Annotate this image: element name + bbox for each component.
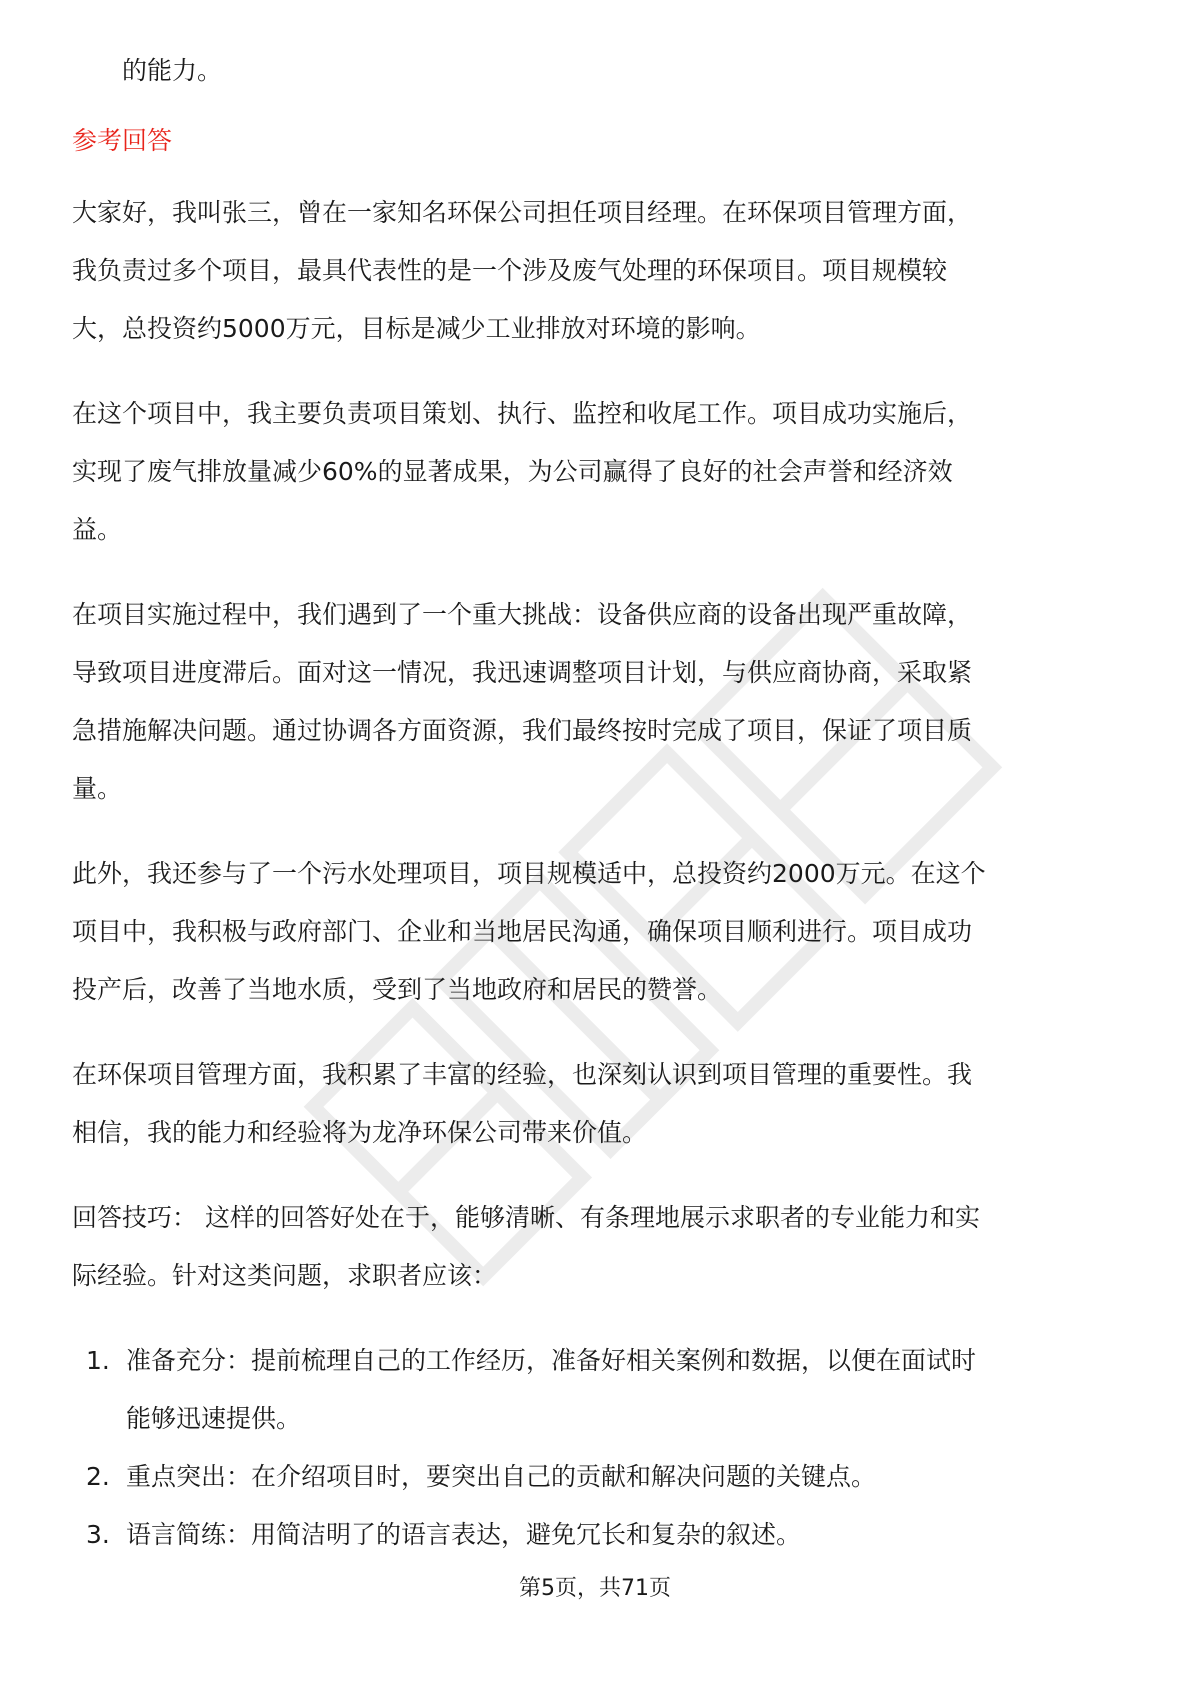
paragraph-line: 投产后，改善了当地水质，受到了当地政府和居民的赞誉。 (72, 975, 723, 1004)
intro-tail-line: 的能力。 (122, 56, 223, 85)
paragraph-1 (72, 184, 1122, 358)
paragraph-4 (72, 845, 1122, 1019)
tips-list (72, 1332, 1122, 1564)
document-content (72, 42, 1122, 1564)
paragraph-line: 相信，我的能力和经验将为龙净环保公司带来价值。 (72, 1118, 648, 1147)
paragraph-line: 急措施解决问题。通过协调各方面资源，我们最终按时完成了项目，保证了项目质 (72, 716, 973, 745)
paragraph-line: 量。 (72, 774, 123, 803)
list-number: 3. (86, 1520, 110, 1549)
list-item (72, 1506, 1122, 1564)
list-number: 2. (86, 1462, 110, 1491)
paragraph-line: 大，总投资约5000万元，目标是减少工业排放对环境的影响。 (72, 314, 761, 343)
paragraph-line: 回答技巧： 这样的回答好处在于，能够清晰、有条理地展示求职者的专业能力和实 (72, 1203, 980, 1232)
list-item-line: 重点突出：在介绍项目时，要突出自己的贡献和解决问题的关键点。 (126, 1462, 877, 1491)
paragraph-line: 际经验。针对这类问题，求职者应该： (72, 1261, 498, 1290)
paragraph-line: 在项目实施过程中，我们遇到了一个重大挑战：设备供应商的设备出现严重故障， (72, 600, 973, 629)
paragraph-line: 实现了废气排放量减少60%的显著成果，为公司赢得了良好的社会声誉和经济效 (72, 457, 953, 486)
paragraph-2 (72, 385, 1122, 559)
section-heading: 参考回答 (72, 126, 173, 155)
list-number: 1. (86, 1346, 110, 1375)
list-item-line: 能够迅速提供。 (126, 1404, 302, 1433)
page-footer: 第5页，共71页 (519, 1576, 671, 1601)
paragraph-line: 项目中，我积极与政府部门、企业和当地居民沟通，确保项目顺利进行。项目成功 (72, 917, 973, 946)
list-item (72, 1332, 1122, 1448)
paragraph-3 (72, 586, 1122, 818)
paragraph-5 (72, 1046, 1122, 1162)
paragraph-line: 益。 (72, 515, 123, 544)
list-item (72, 1448, 1122, 1506)
paragraph-line: 在这个项目中，我主要负责项目策划、执行、监控和收尾工作。项目成功实施后， (72, 399, 973, 428)
paragraph-line: 导致项目进度滞后。面对这一情况，我迅速调整项目计划，与供应商协商，采取紧 (72, 658, 973, 687)
paragraph-6-tips (72, 1189, 1122, 1305)
paragraph-line: 大家好，我叫张三，曾在一家知名环保公司担任项目经理。在环保项目管理方面， (72, 198, 973, 227)
list-item-line: 准备充分：提前梳理自己的工作经历，准备好相关案例和数据，以便在面试时 (126, 1346, 977, 1375)
paragraph-line: 此外，我还参与了一个污水处理项目，项目规模适中，总投资约2000万元。在这个 (72, 859, 986, 888)
list-item-line: 语言简练：用简洁明了的语言表达，避免冗长和复杂的叙述。 (126, 1520, 802, 1549)
paragraph-line: 我负责过多个项目，最具代表性的是一个涉及废气处理的环保项目。项目规模较 (72, 256, 948, 285)
paragraph-line: 在环保项目管理方面，我积累了丰富的经验，也深刻认识到项目管理的重要性。我 (72, 1060, 973, 1089)
